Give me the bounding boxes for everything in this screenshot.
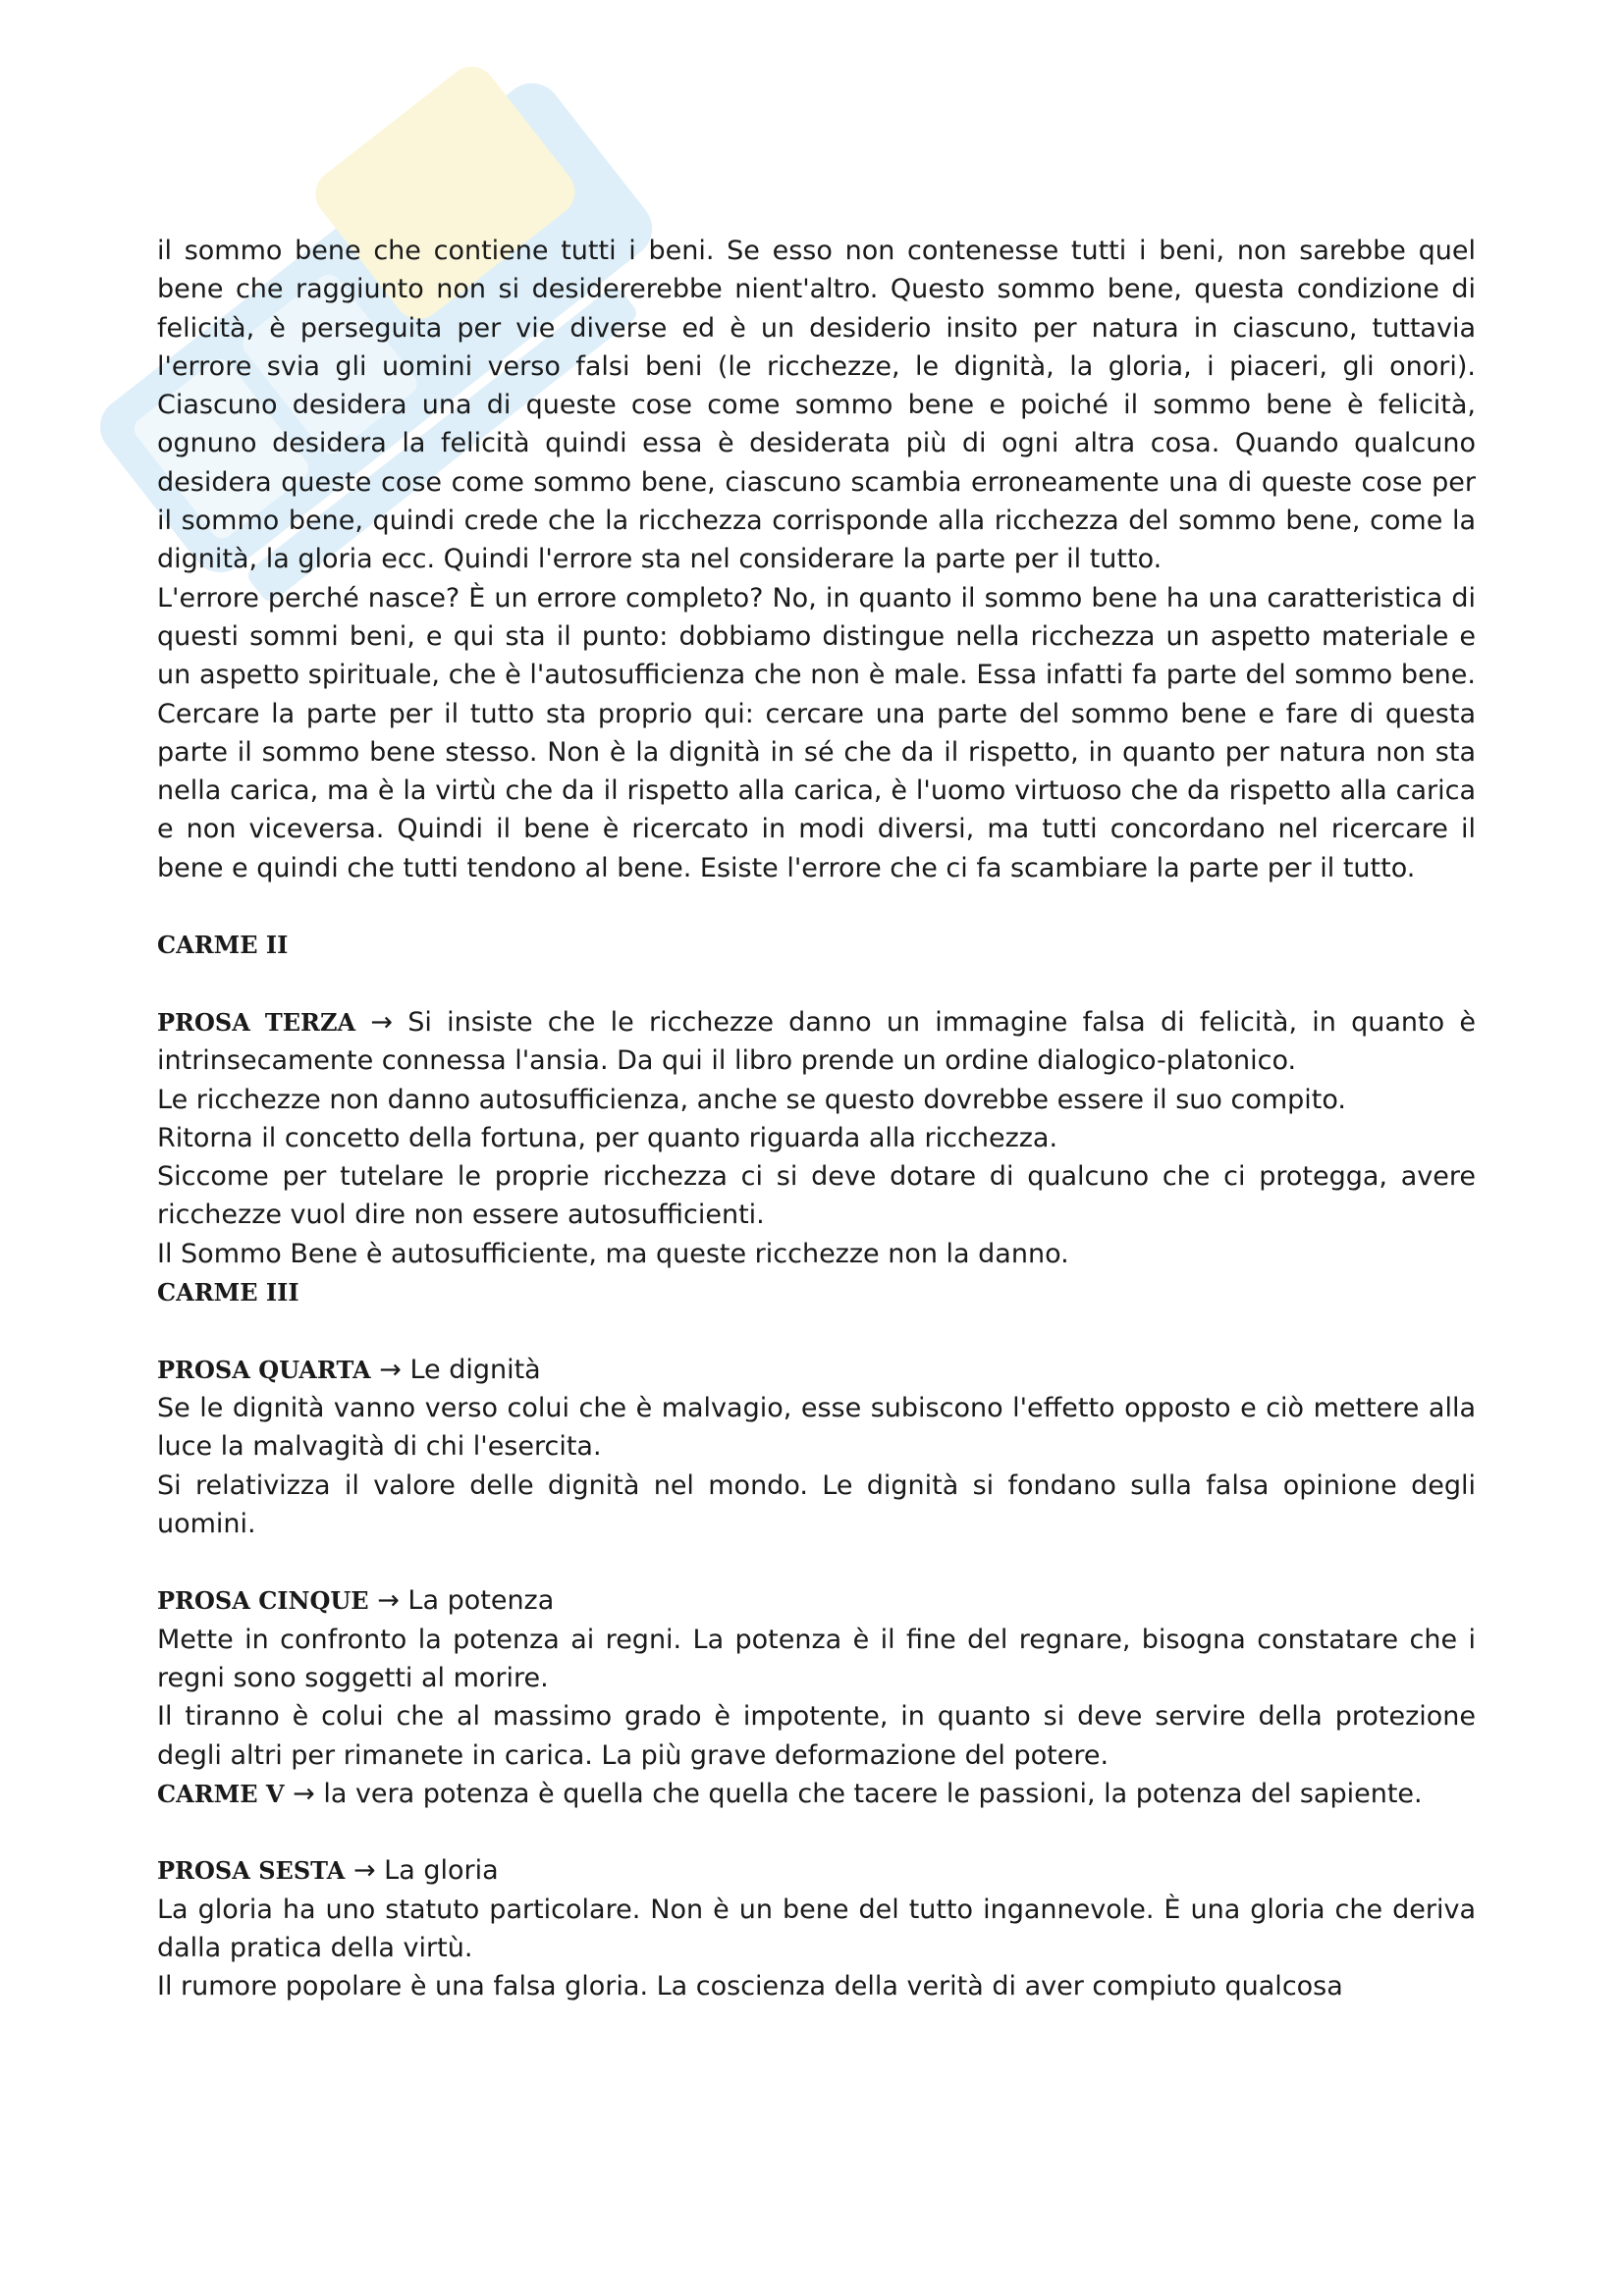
paragraph-potenza-2: Il tiranno è colui che al massimo grado è impotente, in quanto si deve servire della protezione degli altri per rimanete in carica. La più grave deformazione del potere. <box>157 1701 1476 1771</box>
paragraph-sommo-bene: il sommo bene che contiene tutti i beni. Se esso non contenesse tutti i beni, non sarebbe quel bene che raggiunto non si desidererebbe nient'altro. Questo sommo bene, questa condizione di felicità, è perseguita per vie diverse ed è un desiderio insito per natura in ciascuno, tuttavia l'errore svia gli uomini verso falsi beni (le ricchezze, le dignità, la gloria, i piaceri, gli onori). Ciascuno desidera una di queste cose come sommo bene e poiché il sommo bene è felicità, ognuno desidera la felicità quindi essa è desiderata più di ogni altra cosa. Quando qualcuno desidera queste cose come sommo bene, ciascuno scambia erroneamente una di queste cose per il sommo bene, quindi crede che la ricchezza corrisponde alla ricchezza del sommo bene, come la dignità, la gloria ecc. Quindi l'errore sta nel considerare la parte per il tutto. <box>157 236 1476 575</box>
heading-label: CARME II <box>157 931 289 960</box>
paragraph-errore: L'errore perché nasce? È un errore completo? No, in quanto il sommo bene ha una caratteristica di questi sommi beni, e qui sta il punto: dobbiamo distingue nella ricchezza un aspetto materiale e un aspetto spirituale, che è l'autosufficienza che non è male. Essa infatti fa parte del sommo bene. Cercare la parte per il tutto sta proprio qui: cercare una parte del sommo bene e fare di questa parte il sommo bene stesso. Non è la dignità in sé che da il rispetto, in quanto per natura non sta nella carica, ma è la virtù che da il rispetto alla carica, è l'uomo virtuoso che da rispetto alla carica e non viceversa. Quindi il bene è ricercato in modi diversi, ma tutti concordano nel ricercare il bene e quindi che tutti tendono al bene. Esiste l'errore che ci fa scambiare la parte per il tutto. <box>157 582 1476 883</box>
arrow-right-icon: → <box>377 1585 400 1617</box>
section-heading-carme-ii <box>157 926 1476 964</box>
paragraph-text: La gloria <box>384 1855 499 1887</box>
paragraph-potenza-1: Mette in confronto la potenza ai regni. La potenza è il fine del regnare, bisogna constatare che i regni sono soggetti al morire. <box>157 1624 1476 1693</box>
arrow-right-icon: → <box>370 1006 393 1038</box>
heading-label: PROSA CINQUE <box>157 1586 369 1616</box>
heading-label: PROSA SESTA <box>157 1856 346 1886</box>
heading-label: PROSA TERZA <box>157 1007 356 1037</box>
spacer <box>157 1543 1476 1581</box>
spacer <box>157 1311 1476 1350</box>
paragraph-dignita-1: Se le dignità vanno verso colui che è malvagio, esse subiscono l'effetto opposto e ciò mettere alla luce la malvagità di chi l'esercita. <box>157 1392 1476 1463</box>
paragraph-ricchezze-2: Ritorna il concetto della fortuna, per quanto riguarda alla ricchezza. <box>157 1122 1058 1153</box>
spacer <box>157 887 1476 926</box>
arrow-right-icon: → <box>352 1855 376 1887</box>
heading-label: PROSA QUARTA <box>157 1355 371 1384</box>
paragraph-dignita-2: Si relativizza il valore delle dignità nel mondo. Le dignità si fondano sulla falsa opinione degli uomini. <box>157 1469 1476 1539</box>
paragraph-text: la vera potenza è quella che quella che tacere le passioni, la potenza del sapiente. <box>323 1778 1423 1809</box>
paragraph-ricchezze-1: Le ricchezze non danno autosufficienza, anche se questo dovrebbe essere il suo compito. <box>157 1084 1347 1115</box>
paragraph-text: Si insiste che le ricchezze danno un immagine falsa di felicità, in quanto è intrinsecamente connessa l'ansia. Da qui il libro prende un ordine dialogico-platonico. <box>157 1006 1476 1077</box>
spacer <box>157 965 1476 1003</box>
paragraph-prosa-quarta <box>157 1351 1476 1389</box>
paragraph-text: Le dignità <box>409 1354 541 1385</box>
paragraph-prosa-cinque <box>157 1581 1476 1620</box>
heading-label: CARME III <box>157 1278 299 1308</box>
paragraph-text: La potenza <box>407 1585 555 1617</box>
section-heading-carme-iii <box>157 1273 1476 1311</box>
paragraph-carme-v <box>157 1775 1476 1813</box>
paragraph-gloria-2: Il rumore popolare è una falsa gloria. La coscienza della verità di aver compiuto qualcosa <box>157 1971 1343 2002</box>
paragraph-ricchezze-3: Siccome per tutelare le proprie ricchezza ci si deve dotare di qualcuno che ci protegga, avere ricchezze vuol dire non essere autosufficienti. <box>157 1161 1476 1231</box>
paragraph-ricchezze-4: Il Sommo Bene è autosufficiente, ma queste ricchezze non la danno. <box>157 1238 1069 1269</box>
paragraph-prosa-sesta <box>157 1851 1476 1890</box>
arrow-right-icon: → <box>379 1354 402 1385</box>
spacer <box>157 1813 1476 1851</box>
paragraph-prosa-terza <box>157 1003 1476 1081</box>
document-body <box>157 232 1476 2006</box>
paragraph-gloria-1: La gloria ha uno statuto particolare. Non è un bene del tutto ingannevole. È una gloria che deriva dalla pratica della virtù. <box>157 1894 1476 1964</box>
arrow-right-icon: → <box>293 1778 315 1809</box>
heading-label: CARME V <box>157 1779 285 1808</box>
